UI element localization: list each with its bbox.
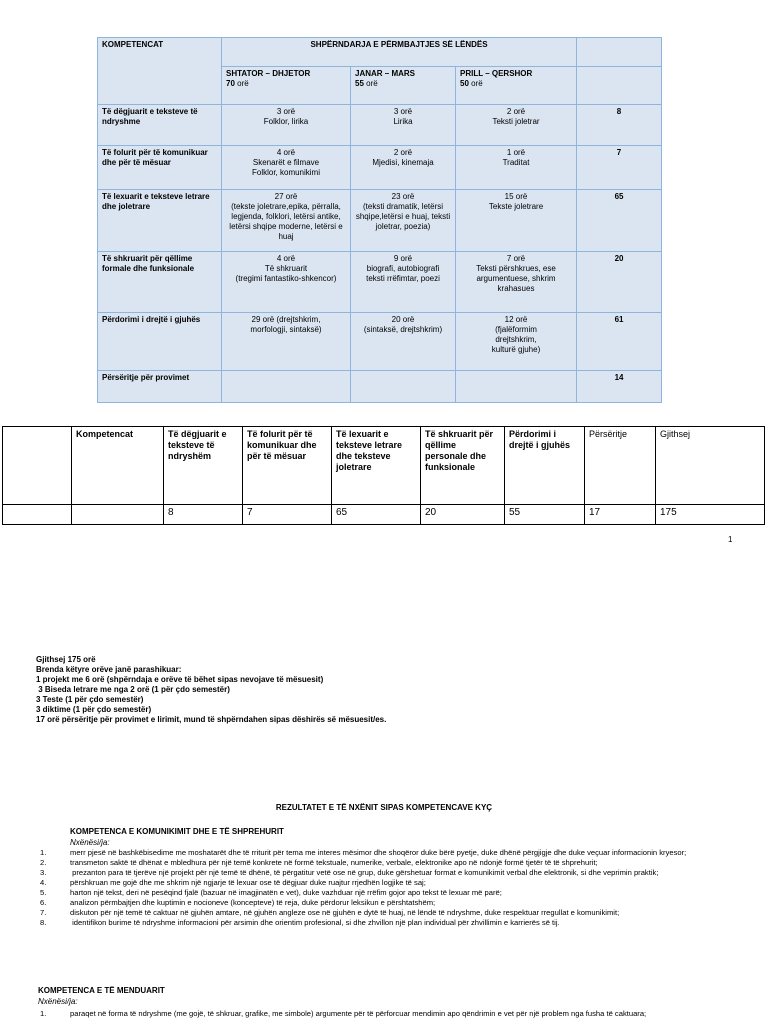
cell: 7 orë Teksti përshkrues, ese argumentuese, shkrim krahasues bbox=[456, 252, 577, 313]
list-item: 1. merr pjesë në bashkëbisedime me moshatarët dhe të rriturit për tema me interes mësimor dhe shoqëror duke bërë pyetje, duke dhënë përgjigje dhe duke veçuar informacionin kryesor; bbox=[40, 848, 687, 857]
table-row bbox=[98, 105, 662, 146]
cell: 4 orë Të shkruarit (tregimi fantastiko-shkencor) bbox=[222, 252, 351, 313]
cell: 23 orë (teksti dramatik, letërsi shqipe,letërsi e huaj, teksti joletrar, poezia) bbox=[351, 190, 456, 252]
cell: 8 bbox=[164, 505, 243, 525]
period-2: JANAR – MARS 55 orë bbox=[351, 67, 456, 105]
table-row bbox=[98, 190, 662, 252]
hours-notes bbox=[36, 655, 386, 725]
row-label: Përdorimi i drejtë i gjuhës bbox=[98, 313, 222, 371]
note-line: 3 diktime (1 për çdo semestër) bbox=[36, 705, 152, 714]
note-line: 17 orë përsëritje për provimet e lirimit, mund të shpërndahen sipas dëshirës së mësuesit/es. bbox=[36, 715, 387, 724]
cell: 3 orë Lirika bbox=[351, 105, 456, 146]
cell: 65 bbox=[332, 505, 421, 525]
row-total: 65 bbox=[577, 190, 662, 252]
cell: 2 orë Teksti joletrar bbox=[456, 105, 577, 146]
header-cell: Përsëritje bbox=[585, 427, 656, 505]
list-item: 3. prezanton para të tjerëve një projekt për një temë të dhënë, të përgatitur vetë ose në grup, duke gërshetuar format e komunikimit verbal dhe elektronik, si dhe veprimin praktik; bbox=[40, 868, 659, 877]
row-total: 8 bbox=[577, 105, 662, 146]
page-number: 1 bbox=[728, 535, 733, 544]
header-cell: Të dëgjuarit e teksteve të ndryshëm bbox=[164, 427, 243, 505]
list-item: 4. përshkruan me gojë dhe me shkrim një ngjarje të lexuar ose të dëgjuar duke ruajtur rrjedhën logjike të saj; bbox=[40, 878, 426, 887]
cell: 12 orë (fjalëformim drejtshkrim, kulturë gjuhe) bbox=[456, 313, 577, 371]
row-total: 20 bbox=[577, 252, 662, 313]
row-total: 61 bbox=[577, 313, 662, 371]
row-label: Të dëgjuarit e teksteve të ndryshme bbox=[98, 105, 222, 146]
list-item: 8. identifikon burime të ndryshme informacioni për arsimin dhe orientim profesional, si dhe zhvillon një plan individual për zhvillimin e karrierës së tij. bbox=[40, 918, 560, 927]
cell: 7 bbox=[243, 505, 332, 525]
header-cell: Përdorimi i drejtë i gjuhës bbox=[505, 427, 585, 505]
cell bbox=[72, 505, 164, 525]
cell bbox=[222, 371, 351, 403]
list-item: 6. analizon përmbajtjen dhe kuptimin e nocioneve (koncepteve) të reja, duke përdorur leksikun e përshtatshëm; bbox=[40, 898, 436, 907]
cell: 175 bbox=[656, 505, 765, 525]
note-line: 1 projekt me 6 orë (shpërndaja e orëve të bëhet sipas nevojave të mësuesit) bbox=[36, 675, 324, 684]
cell: 55 bbox=[505, 505, 585, 525]
outcomes-list bbox=[38, 848, 738, 928]
row-label: Përsëritje për provimet bbox=[98, 371, 222, 403]
header-competences: KOMPETENCAT bbox=[98, 38, 222, 105]
competences-summary-table bbox=[2, 426, 765, 525]
cell: 29 orë (drejtshkrim, morfologji, sintaksë) bbox=[222, 313, 351, 371]
header-cell: Të shkruarit për qëllime personale dhe funksionale bbox=[421, 427, 505, 505]
outcomes-list bbox=[38, 1009, 738, 1019]
list-item: 2. transmeton saktë të dhënat e mbledhura për një temë konkrete në formë tekstuale, numerike, verbale, elektronike apo në ndonjë formë tjetër të të shprehurit; bbox=[40, 858, 598, 867]
header-cell: Të folurit për të komunikuar dhe për të mësuar bbox=[243, 427, 332, 505]
table-row bbox=[98, 313, 662, 371]
table-header-row bbox=[3, 427, 765, 505]
table-row bbox=[98, 371, 662, 403]
table-row bbox=[3, 505, 765, 525]
period-3: PRILL – QERSHOR 50 orë bbox=[456, 67, 577, 105]
cell: 3 orë Folklor, lirika bbox=[222, 105, 351, 146]
table-row bbox=[98, 252, 662, 313]
cell: 20 bbox=[421, 505, 505, 525]
row-total: 7 bbox=[577, 146, 662, 190]
header-cell: Të lexuarit e teksteve letrare dhe teksteve joletrare bbox=[332, 427, 421, 505]
cell bbox=[3, 505, 72, 525]
note-line: 3 Teste (1 për çdo semestër) bbox=[36, 695, 144, 704]
cell bbox=[351, 371, 456, 403]
row-label: Të lexuarit e teksteve letrare dhe joletrare bbox=[98, 190, 222, 252]
cell: 20 orë (sintaksë, drejtshkrim) bbox=[351, 313, 456, 371]
content-distribution-table bbox=[97, 37, 662, 403]
header-cell: Gjithsej bbox=[656, 427, 765, 505]
cell: 27 orë (tekste joletrare,epika, përralla, legjenda, folklori, letërsi antike, letërsi shqipe moderne, letërsi e huaj bbox=[222, 190, 351, 252]
cell: 17 bbox=[585, 505, 656, 525]
note-line: 3 Biseda letrare me nga 2 orë (1 për çdo semestër) bbox=[36, 685, 230, 694]
table-row bbox=[98, 146, 662, 190]
cell: 9 orë biografi, autobiografi teksti rrëfimtar, poezi bbox=[351, 252, 456, 313]
row-label: Të shkruarit për qëllime formale dhe funksionale bbox=[98, 252, 222, 313]
cell: 1 orë Traditat bbox=[456, 146, 577, 190]
row-label: Të folurit për të komunikuar dhe për të mësuar bbox=[98, 146, 222, 190]
competence-title: KOMPETENCA E TË MENDUARIT bbox=[38, 986, 165, 995]
student-label: Nxënësi/ja: bbox=[70, 838, 110, 847]
list-item: 1. paraqet në forma të ndryshme (me gojë, të shkruar, grafike, me simbole) argumente për të përforcuar mendimin apo qëndrimin e vet për një problem nga fusha të caktuara; bbox=[40, 1009, 647, 1018]
section-title: REZULTATET E TË NXËNIT SIPAS KOMPETENCAVE KYÇ bbox=[275, 803, 493, 812]
cell: 15 orë Tekste joletrare bbox=[456, 190, 577, 252]
header-cell: Kompetencat bbox=[72, 427, 164, 505]
cell: 4 orë Skenarët e filmave Folklor, komunikimi bbox=[222, 146, 351, 190]
note-line: Gjithsej 175 orë bbox=[36, 655, 96, 664]
cell bbox=[456, 371, 577, 403]
note-line: Brenda këtyre orëve janë parashikuar: bbox=[36, 665, 182, 674]
list-item: 5. harton një tekst, deri në pesëqind fjalë (bazuar në imagjinatën e vet), duke vazhduar një rrëfim gojor apo tekst të lexuar më parë; bbox=[40, 888, 502, 897]
student-label: Nxënësi/ja: bbox=[38, 997, 78, 1006]
period-1: SHTATOR – DHJETOR 70 orë bbox=[222, 67, 351, 105]
competence-title: KOMPETENCA E KOMUNIKIMIT DHE E TË SHPREHURIT bbox=[70, 827, 284, 836]
header-distribution: SHPËRNDARJA E PËRMBAJTJES SË LËNDËS bbox=[222, 38, 577, 67]
header-cell bbox=[3, 427, 72, 505]
list-item: 7. diskuton për një temë të caktuar në gjuhën amtare, në gjuhën angleze ose në gjuhën e dytë të huaj, në lëndë të ndryshme, duke respektuar rregullat e komunikimit; bbox=[40, 908, 620, 917]
row-total: 14 bbox=[577, 371, 662, 403]
cell: 2 orë Mjedisi, kinemaja bbox=[351, 146, 456, 190]
